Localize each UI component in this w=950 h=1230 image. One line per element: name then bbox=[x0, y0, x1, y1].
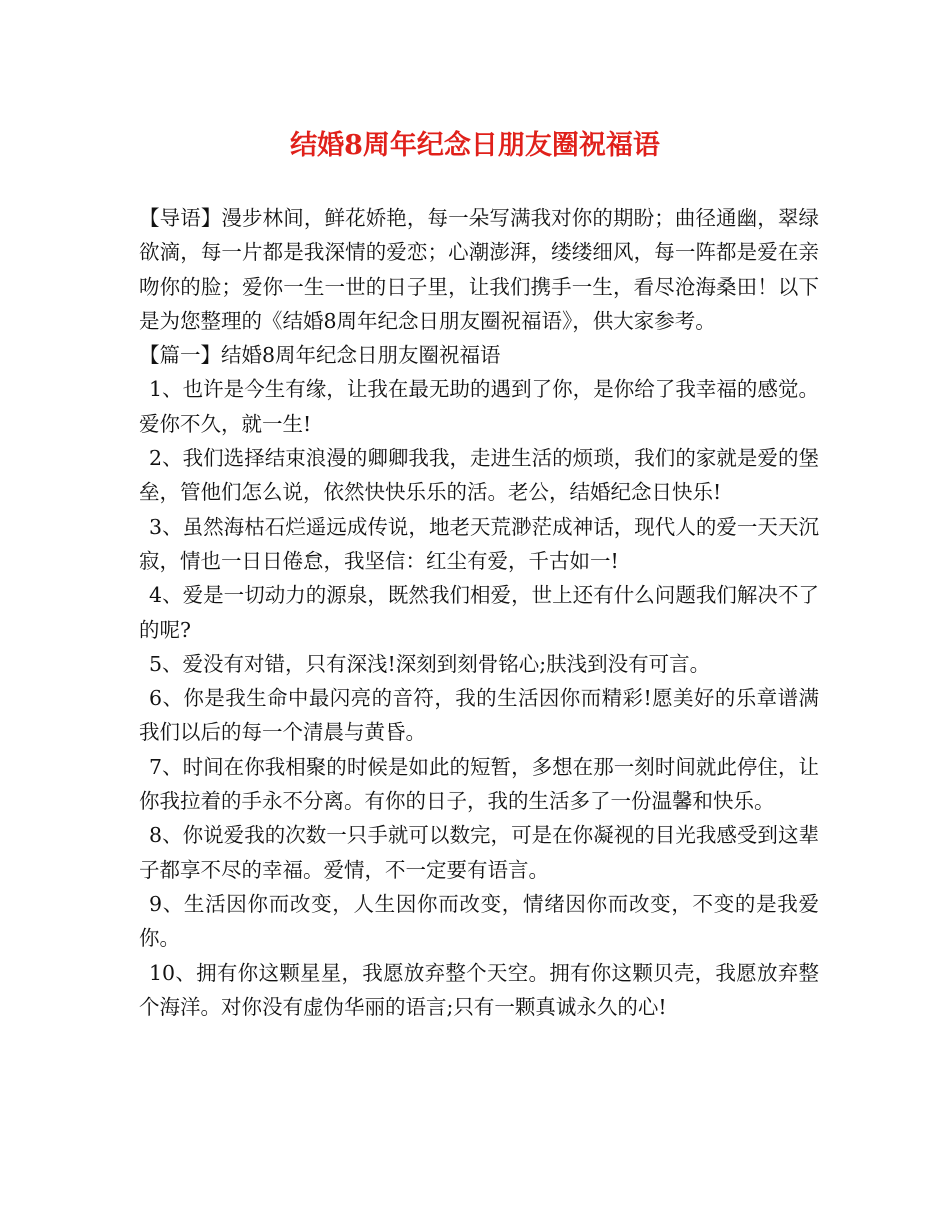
section-heading: 【篇一】结婚8周年纪念日朋友圈祝福语 bbox=[139, 343, 501, 368]
list-item-8: 8、你说爱我的次数一只手就可以数完，可是在你凝视的目光我感受到这辈子都享不尽的幸福。爱情，不一定要有语言。 bbox=[139, 823, 819, 882]
list-item-5: 5、爱没有对错，只有深浅!深刻到刻骨铭心;肤浅到没有可言。 bbox=[149, 651, 711, 676]
list-item-10: 10、拥有你这颗星星，我愿放弃整个天空。拥有你这颗贝壳，我愿放弃整个海洋。对你没有虚伪华丽的语言;只有一颗真诚永久的心! bbox=[139, 960, 819, 1019]
document-body bbox=[139, 201, 819, 1024]
document-title: 结婚8周年纪念日朋友圈祝福语 bbox=[290, 130, 660, 161]
list-item-7: 7、时间在你我相聚的时候是如此的短暂，多想在那一刻时间就此停住，让你我拉着的手永不分离。有你的日子，我的生活多了一份温馨和快乐。 bbox=[139, 754, 819, 814]
list-item-4: 4、爱是一切动力的源泉，既然我们相爱，世上还有什么问题我们解决不了的呢? bbox=[139, 583, 819, 642]
list-item-6: 6、你是我生命中最闪亮的音符，我的生活因你而精彩!愿美好的乐章谱满我们以后的每一个清晨与黄昏。 bbox=[139, 686, 819, 745]
list-item-1: 1、也许是今生有缘，让我在最无助的遇到了你，是你给了我幸福的感觉。爱你不久，就一生! bbox=[139, 377, 819, 436]
list-item-9: 9、生活因你而改变，人生因你而改变，情绪因你而改变，不变的是我爱你。 bbox=[139, 891, 819, 951]
intro-paragraph: 【导语】漫步林间，鲜花娇艳，每一朵写满我对你的期盼；曲径通幽，翠绿欲滴，每一片都是我深情的爱恋；心潮澎湃，缕缕细风，每一阵都是爱在亲吻你的脸；爱你一生一世的日子里，让我们携手一生，看尽沧海桑田！以下是为您整理的《结婚8周年纪念日朋友圈祝福语》，供大家参考。 bbox=[139, 206, 819, 333]
list-item-3: 3、虽然海枯石烂遥远成传说，地老天荒渺茫成神话，现代人的爱一天天沉寂，情也一日日倦怠，我坚信：红尘有爱，千古如一! bbox=[139, 514, 819, 573]
list-item-2: 2、我们选择结束浪漫的卿卿我我，走进生活的烦琐，我们的家就是爱的堡垒，管他们怎么说，依然快快乐乐的活。老公，结婚纪念日快乐! bbox=[139, 446, 819, 505]
